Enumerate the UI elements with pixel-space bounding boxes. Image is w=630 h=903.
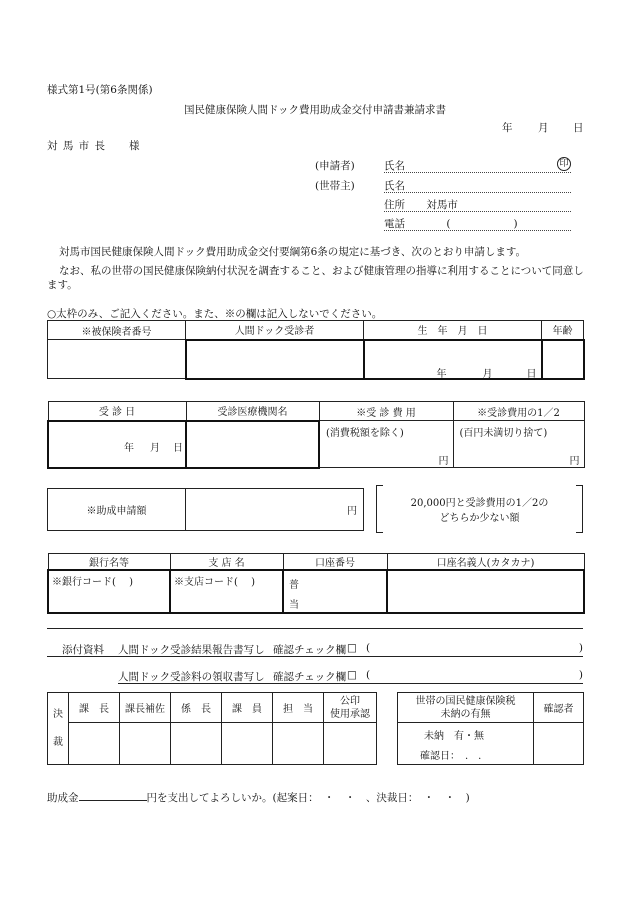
institution-cell[interactable]: [186, 421, 319, 468]
birthdate-cell[interactable]: [364, 340, 542, 379]
footer-prefix: 助成金: [47, 792, 79, 804]
phone-parens: ( ): [446, 218, 518, 230]
householder-name-field[interactable]: [384, 178, 571, 192]
phone-field[interactable]: [384, 216, 571, 230]
addressee: 対 馬 市 長 様: [47, 140, 141, 152]
check-label-2: 確認チェック欄: [273, 671, 347, 683]
applicant-name-field[interactable]: [384, 158, 571, 172]
dob-day: 日: [526, 368, 537, 380]
paragraph-application: 対馬市国民健康保険人間ドック費用助成金交付要綱第6条の規定に基づき、次のとおり申請します。: [59, 246, 526, 258]
householder-name-line: [384, 192, 571, 193]
subsection-chief-header: 係 長: [171, 693, 222, 723]
amount-blank[interactable]: [79, 789, 147, 801]
staff-header: 課 員: [222, 693, 273, 723]
paragraph-consent: なお、私の世帯の国民健康保険納付状況を調査すること、および健康管理の指導に利用することについて同意します。: [47, 265, 584, 291]
attachment-item-1: 人間ドック受診結果報告書写し: [118, 644, 265, 656]
address-value: 対馬市: [426, 199, 458, 211]
seal-approval-header: 公印 使用承認: [324, 693, 377, 723]
footer-suffix: 円を支出してよろしいか。(起案日： ・ ・ 、決裁日： ・ ・ ): [146, 792, 470, 804]
form-number: 様式第1号(第6条関係): [47, 84, 153, 96]
address-field[interactable]: [384, 197, 571, 211]
examinee-header: 人間ドック受診者: [186, 321, 364, 340]
grant-note-2: どちらか少ない額: [439, 513, 520, 524]
householder-name-label: 氏名: [384, 180, 405, 192]
subsection-chief-cell: [171, 723, 222, 765]
confirm-date: 確認日： . .: [420, 751, 482, 762]
seal-mark: 印: [557, 157, 571, 171]
account-holder-header: 口座名義人(カタカナ): [387, 554, 584, 571]
address-label: 住所: [384, 199, 405, 211]
footer-line: [47, 789, 470, 805]
exam-date-cell[interactable]: [48, 421, 186, 468]
account-type-1: 普: [289, 580, 299, 591]
instruction: ○太枠のみ、ご記入ください。また、※の欄は記入しないでください。: [47, 308, 383, 320]
age-cell[interactable]: [542, 340, 584, 379]
address-line: [384, 211, 571, 212]
branch-code: ※支店コード( ): [174, 577, 255, 588]
applicant-name-line: [384, 172, 571, 173]
birthdate-header: 生 年 月 日: [364, 321, 542, 340]
exam-year: 年: [124, 442, 134, 454]
date-month: 月: [538, 122, 549, 134]
half-note: (百円未満切り捨て): [459, 428, 548, 439]
close-paren-1: ): [578, 642, 583, 654]
attachment-row-2: [62, 669, 583, 684]
attachment-row-1: [62, 642, 583, 657]
applicant-label: (申請者): [315, 160, 355, 172]
exam-cost-header: ※受 診 費 用: [319, 402, 453, 421]
section-divider: [47, 628, 583, 629]
bank-name-header: 銀行名等: [48, 554, 170, 571]
grant-table: [47, 488, 364, 531]
tax-header: 世帯の国民健康保険税 未納の有無: [398, 693, 534, 723]
exam-date-header: 受 診 日: [48, 402, 186, 421]
tax-status-cell: [398, 723, 534, 765]
phone-line: [384, 230, 571, 231]
confirmer-cell: [534, 723, 584, 765]
open-paren-2: (: [366, 669, 371, 681]
unpaid-status: 未納 有・無: [424, 731, 484, 742]
checkbox-1[interactable]: □: [347, 642, 357, 654]
account-number-cell[interactable]: [283, 570, 387, 613]
bank-table: [47, 553, 585, 614]
form-title: 国民健康保険人間ドック費用助成金交付申請書兼請求書: [183, 104, 447, 116]
grant-note-bracket: [376, 485, 583, 531]
assistant-chief-cell: [120, 723, 171, 765]
checkbox-2[interactable]: □: [347, 669, 357, 681]
dob-year: 年: [436, 368, 447, 380]
approval-side-label: 決 裁: [48, 693, 69, 765]
half-cost-cell: [453, 421, 584, 468]
close-paren-2: ): [578, 669, 583, 681]
check-label-1: 確認チェック欄: [273, 644, 347, 656]
account-holder-cell[interactable]: [387, 570, 584, 613]
householder-label: (世帯主): [315, 180, 355, 192]
staff-cell: [222, 723, 273, 765]
cost-yen: 円: [438, 456, 449, 467]
applicant-name-label: 氏名: [384, 160, 405, 172]
attachment-item-2: 人間ドック受診料の領収書写し: [118, 671, 265, 683]
exam-day: 日: [173, 442, 183, 454]
insured-number-header: ※被保険者番号: [48, 321, 186, 340]
grant-yen: 円: [186, 489, 364, 531]
date-year: 年: [502, 122, 513, 134]
insured-table: [47, 320, 585, 380]
account-number-header: 口座番号: [283, 554, 387, 571]
approval-table: [47, 692, 377, 765]
grant-label: ※助成申請額: [48, 489, 186, 531]
half-cost-header: ※受診費用の1／2: [453, 402, 584, 421]
exam-table: [47, 401, 585, 469]
account-type-2: 当: [289, 600, 299, 611]
section-chief-header: 課 長: [69, 693, 120, 723]
dob-month: 月: [482, 368, 493, 380]
institution-header: 受診医療機関名: [186, 402, 319, 421]
confirmer-header: 確認者: [534, 693, 584, 723]
exam-cost-cell: [319, 421, 453, 468]
cost-note: (消費税額を除く): [326, 428, 404, 439]
examinee-cell[interactable]: [186, 340, 364, 379]
person-in-charge-header: 担 当: [273, 693, 324, 723]
bank-name-cell[interactable]: [48, 570, 170, 613]
open-paren-1: (: [366, 642, 371, 654]
date-day: 日: [573, 122, 584, 134]
bank-code: ※銀行コード( ): [52, 577, 133, 588]
half-yen: 円: [569, 456, 580, 467]
assistant-chief-header: 課長補佐: [120, 693, 171, 723]
phone-label: 電話: [384, 218, 405, 230]
exam-month: 月: [150, 442, 160, 454]
person-in-charge-cell: [273, 723, 324, 765]
attachment-label: 添付資料: [62, 644, 104, 656]
grant-note-1: 20,000円と受診費用の1／2の: [410, 498, 549, 509]
tax-table: [397, 692, 584, 765]
seal-approval-cell: [324, 723, 377, 765]
branch-header: 支 店 名: [170, 554, 283, 571]
branch-cell[interactable]: [170, 570, 283, 613]
insured-number-cell: [48, 340, 186, 379]
age-header: 年齢: [542, 321, 584, 340]
section-chief-cell: [69, 723, 120, 765]
